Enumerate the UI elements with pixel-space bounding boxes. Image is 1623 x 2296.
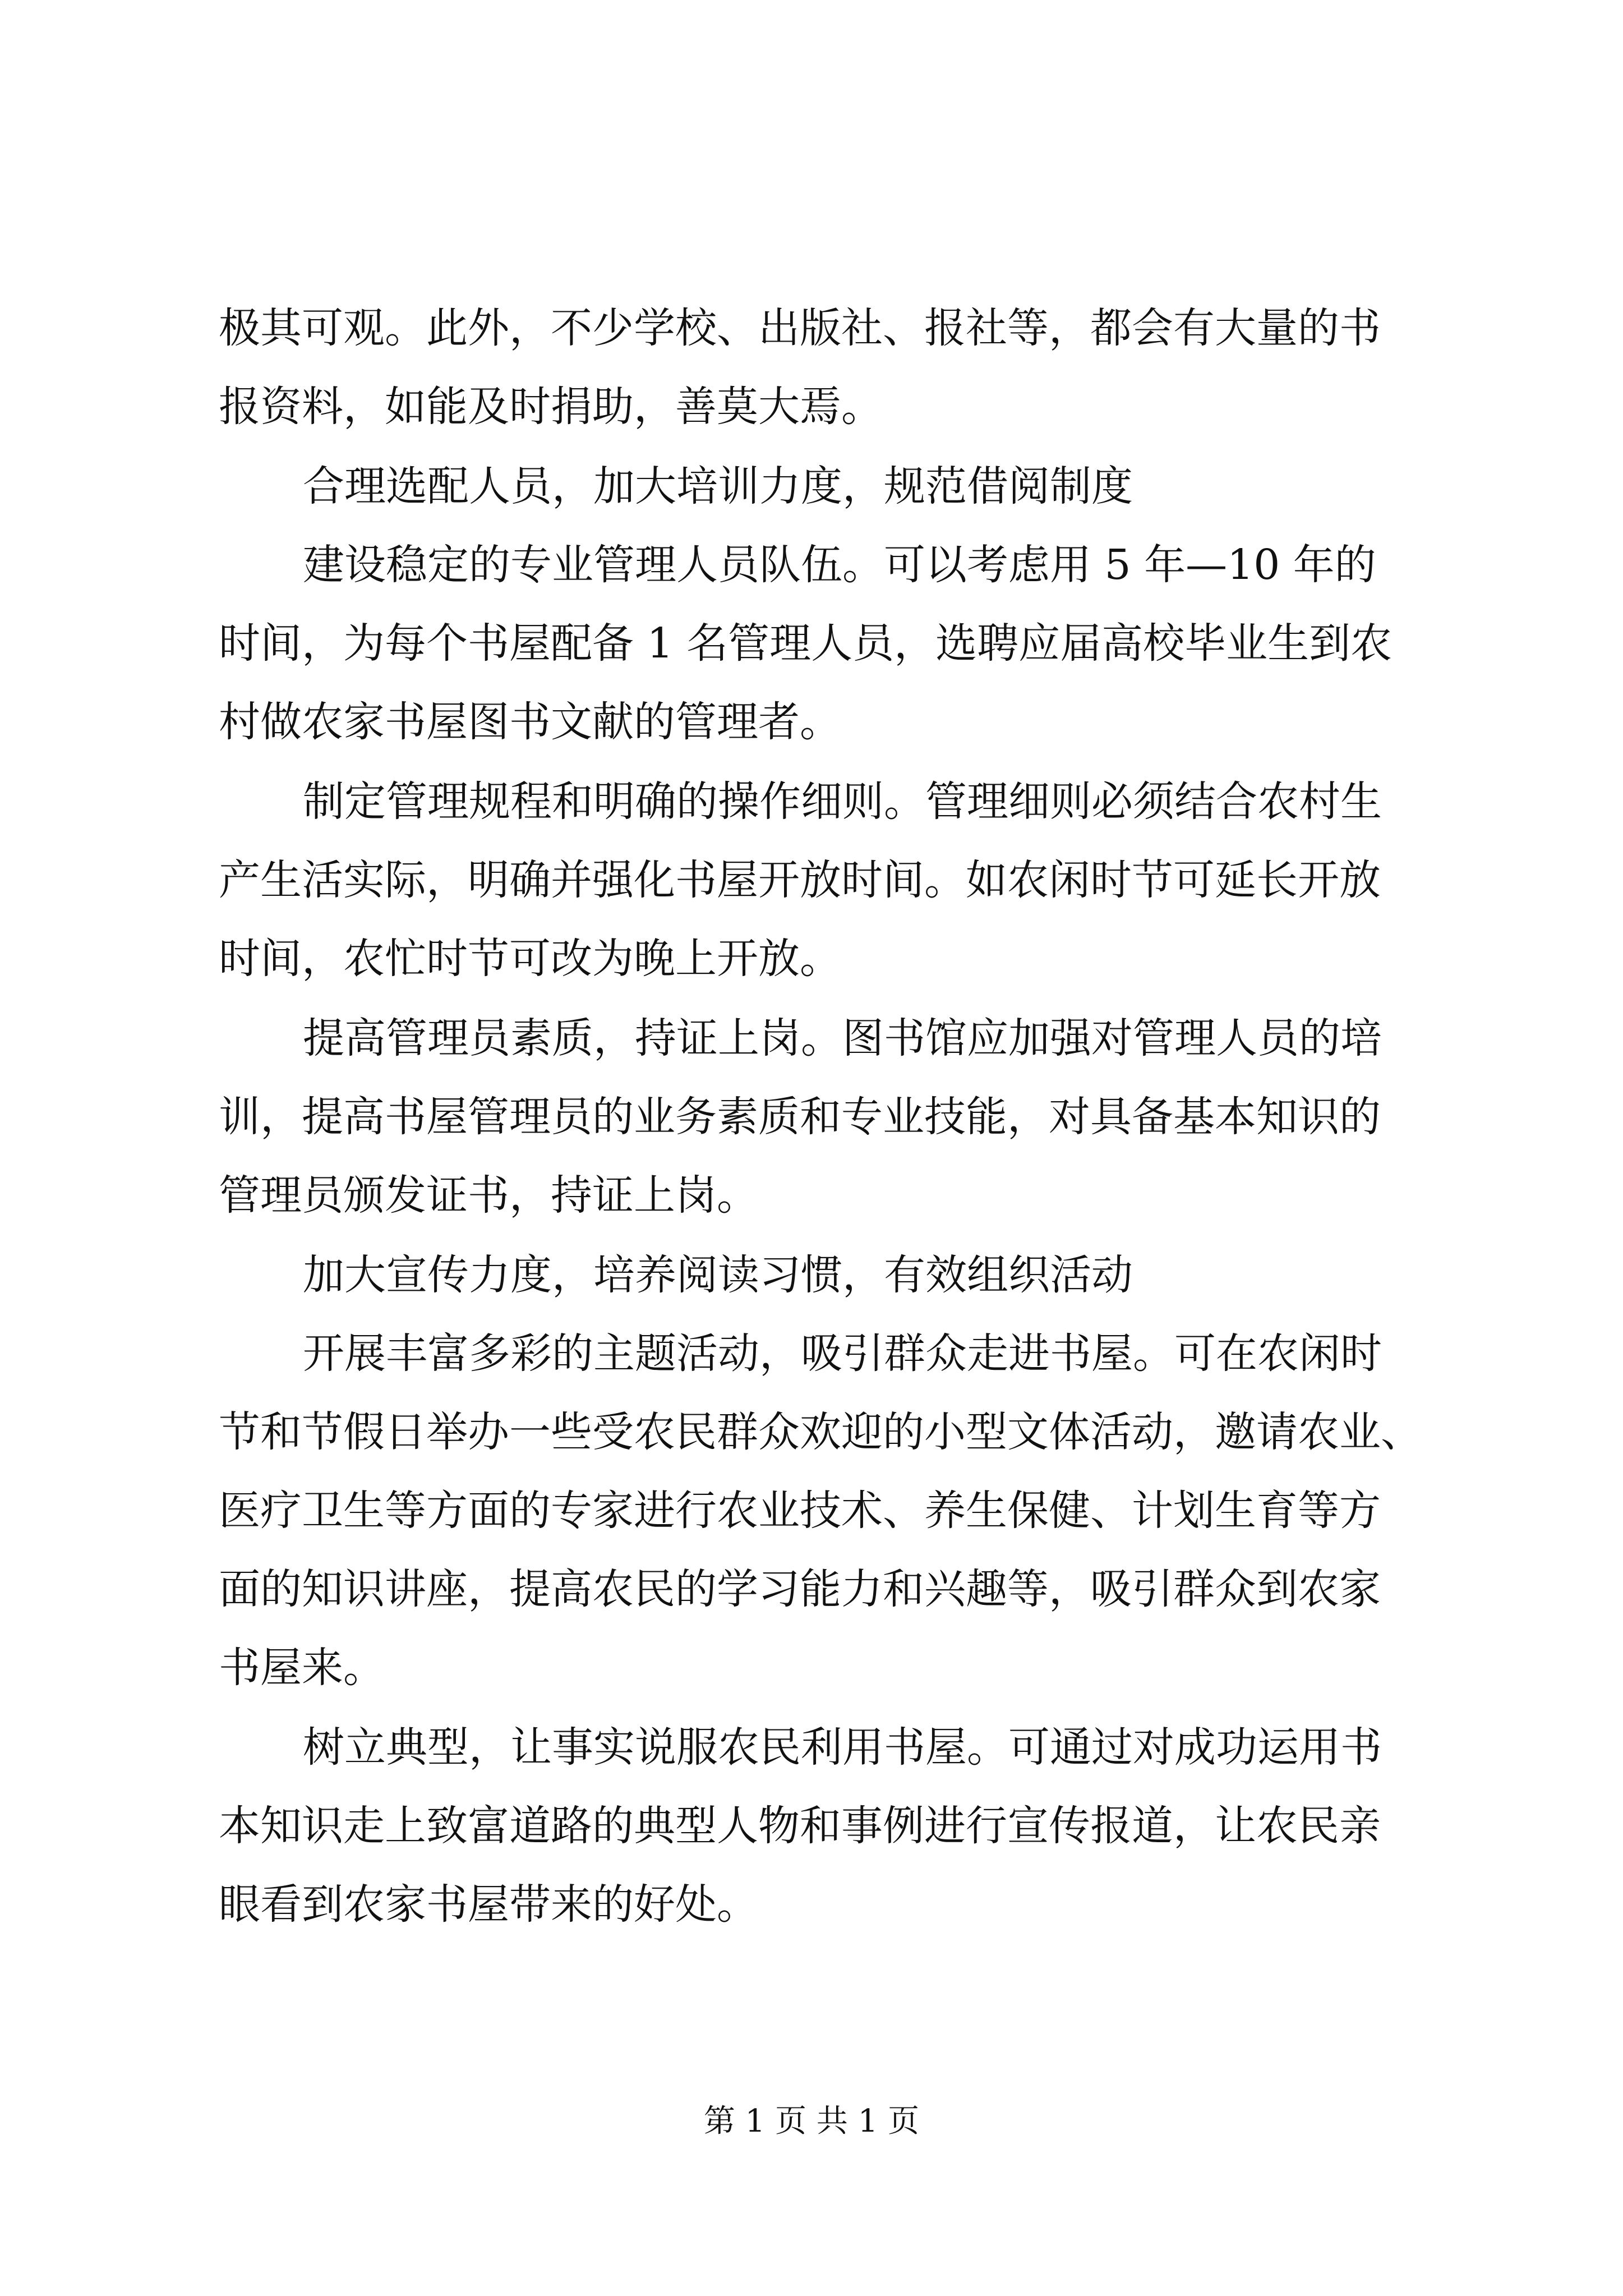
text-line: 极其可观。此外，不少学校、出版社、报社等，都会有大量的书 <box>219 304 1381 352</box>
text-line: 建设稳定的专业管理人员队伍。可以考虑用 5 年—10 年的 <box>303 541 1376 589</box>
text-line: 开展丰富多彩的主题活动，吸引群众走进书屋。可在农闲时 <box>303 1329 1382 1378</box>
text-line: 时间，为每个书屋配备 1 名管理人员，选聘应届高校毕业生到农 <box>219 619 1393 668</box>
text-line: 时间，农忙时节可改为晚上开放。 <box>219 935 841 983</box>
page-footer: 第 1 页 共 1 页 <box>703 2103 920 2139</box>
text-line: 本知识走上致富道路的典型人物和事例进行宣传报道，让农民亲 <box>219 1802 1381 1850</box>
text-line: 产生活实际，明确并强化书屋开放时间。如农闲时节可延长开放 <box>219 856 1381 904</box>
text-line: 树立典型，让事实说服农民利用书屋。可通过对成功运用书 <box>303 1723 1382 1772</box>
text-line: 节和节假日举办一些受农民群众欢迎的小型文体活动，邀请农业、 <box>219 1408 1422 1456</box>
text-line: 书屋来。 <box>219 1644 385 1692</box>
text-line: 面的知识讲座，提高农民的学习能力和兴趣等，吸引群众到农家 <box>219 1565 1381 1613</box>
text-line: 眼看到农家书屋带来的好处。 <box>219 1880 758 1929</box>
text-line: 报资料，如能及时捐助，善莫大焉。 <box>219 383 883 431</box>
section-heading: 加大宣传力度，培养阅读习惯，有效组织活动 <box>303 1251 1133 1299</box>
text-line: 村做农家书屋图书文献的管理者。 <box>219 698 841 746</box>
text-line: 医疗卫生等方面的专家进行农业技术、养生保健、计划生育等方 <box>219 1487 1381 1535</box>
text-line: 提高管理员素质，持证上岗。图书馆应加强对管理人员的培 <box>303 1014 1382 1062</box>
text-line: 训，提高书屋管理员的业务素质和专业技能，对具备基本知识的 <box>219 1093 1381 1141</box>
text-line: 管理员颁发证书，持证上岗。 <box>219 1171 758 1220</box>
text-line: 制定管理规程和明确的操作细则。管理细则必须结合农村生 <box>303 777 1382 826</box>
section-heading: 合理选配人员，加大培训力度，规范借阅制度 <box>303 462 1133 510</box>
